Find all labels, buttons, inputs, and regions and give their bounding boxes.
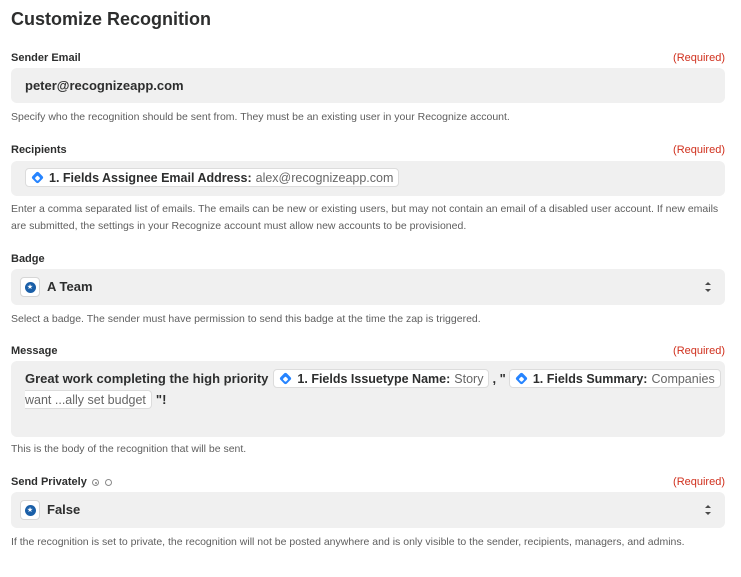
sender-email-value: peter@recognizeapp.com bbox=[25, 78, 184, 93]
recognize-badge-icon: ★ bbox=[20, 277, 40, 297]
message-pill2-field: 1. Fields Summary: bbox=[532, 371, 648, 386]
recipients-mapped-field-pill[interactable] bbox=[25, 168, 399, 187]
recipients-help: Enter a comma separated list of emails. The emails can be new or existing users, but may not contain an email of a disabled user account. If new emails are submitted, the settings in your Recognize account must allow new accounts to be provisioned. bbox=[11, 203, 719, 232]
message-pill2-value: Companies bbox=[651, 371, 715, 386]
message-text-2: , " bbox=[492, 371, 506, 386]
send-privately-radio-on[interactable] bbox=[92, 479, 99, 486]
sender-email-label: Sender Email bbox=[11, 52, 81, 64]
recipients-required: (Required) bbox=[673, 144, 725, 156]
recipients-field[interactable] bbox=[11, 161, 725, 196]
jira-diamond-icon bbox=[280, 372, 293, 385]
sender-email-required: (Required) bbox=[673, 52, 725, 64]
send-privately-required: (Required) bbox=[673, 476, 725, 488]
select-chevrons-icon bbox=[703, 502, 713, 518]
badge-select[interactable] bbox=[11, 269, 725, 305]
message-pill1-value: Story bbox=[454, 371, 484, 386]
send-privately-value: False bbox=[47, 502, 81, 517]
recipients-pill-field: 1. Fields Assignee Email Address: bbox=[49, 170, 252, 185]
badge-label: Badge bbox=[11, 253, 45, 265]
message-label: Message bbox=[11, 345, 58, 357]
message-field[interactable] bbox=[11, 361, 725, 437]
jira-diamond-icon bbox=[31, 171, 44, 184]
recipients-pill-value: alex@recognizeapp.com bbox=[255, 170, 394, 185]
message-pill2-value-cont: want ...ally set budget bbox=[25, 392, 146, 407]
message-pill1-field: 1. Fields Issuetype Name: bbox=[297, 371, 451, 386]
send-privately-help: If the recognition is set to private, the recognition will not be posted anywhere and is only visible to the sender, recipients, managers, and admins. bbox=[11, 536, 685, 548]
message-required: (Required) bbox=[673, 345, 725, 357]
message-issuetype-pill[interactable] bbox=[273, 369, 489, 388]
message-text-3: "! bbox=[155, 392, 167, 407]
message-summary-pill[interactable] bbox=[509, 369, 721, 388]
recipients-label: Recipients bbox=[11, 144, 67, 156]
sender-email-field[interactable] bbox=[11, 68, 725, 103]
message-text-1: Great work completing the high priority bbox=[25, 371, 269, 386]
sender-email-help: Specify who the recognition should be sent from. They must be an existing user in your Recognize account. bbox=[11, 111, 510, 123]
send-privately-label: Send Privately bbox=[11, 476, 87, 488]
message-help: This is the body of the recognition that will be sent. bbox=[11, 443, 247, 455]
jira-diamond-icon bbox=[515, 372, 528, 385]
send-privately-radio-off[interactable] bbox=[105, 479, 112, 486]
badge-help: Select a badge. The sender must have permission to send this badge at the time the zap is triggered. bbox=[11, 313, 481, 325]
recognize-badge-icon: ★ bbox=[20, 500, 40, 520]
select-chevrons-icon bbox=[703, 279, 713, 295]
page-title: Customize Recognition bbox=[11, 9, 212, 29]
badge-value: A Team bbox=[47, 279, 93, 294]
send-privately-select[interactable] bbox=[11, 492, 725, 528]
message-summary-pill-continued[interactable] bbox=[25, 390, 152, 409]
